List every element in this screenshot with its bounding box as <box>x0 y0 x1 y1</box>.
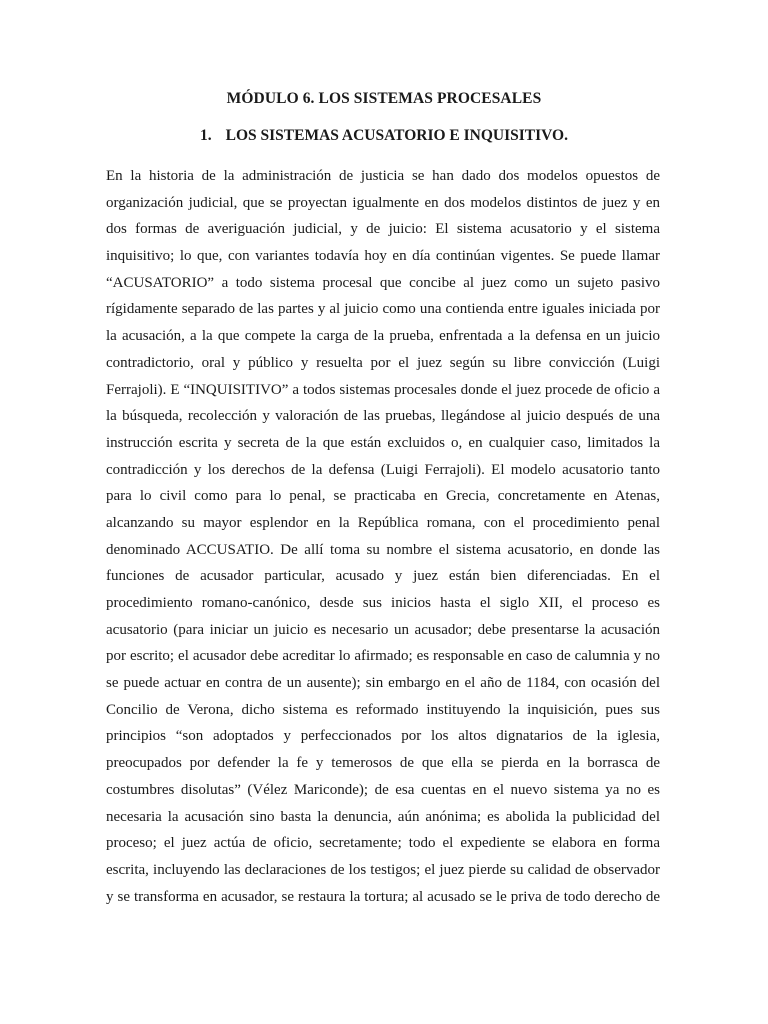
paragraph-line: preocupados por defender la fe y temerosos de que ella se pierda en la borrasca de <box>106 755 660 772</box>
paragraph-line: principios “son adoptados y perfeccionados por los altos dignatarios de la iglesia, <box>106 728 660 745</box>
paragraph-line: costumbres disolutas” (Vélez Mariconde); de esa cuentas en el nuevo sistema ya no es <box>106 781 660 798</box>
paragraph-line: rígidamente separado de las partes y al juicio como una contienda entre iguales iniciada por <box>106 301 660 318</box>
paragraph-line: procedimiento romano-canónico, desde sus inicios hasta el siglo XII, el proceso es <box>106 595 660 611</box>
paragraph-line: escrita, incluyendo las declaraciones de los testigos; el juez pierde su calidad de observador <box>106 861 660 878</box>
paragraph-line: organización judicial, que se proyectan igualmente en dos modelos distintos de juez y en <box>106 194 660 211</box>
section-heading <box>0 127 768 145</box>
paragraph-line: alcanzando su mayor esplendor en la República romana, con el procedimiento penal <box>106 514 660 531</box>
paragraph-line: se puede actuar en contra de un ausente); sin embargo en el año de 1184, con ocasión del <box>106 675 660 692</box>
paragraph-line: necesaria la acusación sino basta la denuncia, aún anónima; es abolida la publicidad del <box>106 808 660 825</box>
paragraph-line: instrucción escrita y secreta de la que están excluidos o, en cualquier caso, limitados la <box>106 434 660 451</box>
paragraph-line: Concilio de Verona, dicho sistema es reformado instituyendo la inquisición, pues sus <box>106 701 660 718</box>
paragraph-line: proceso; el juez actúa de oficio, secretamente; todo el expediente se elabora en forma <box>106 835 660 852</box>
section-heading-text: LOS SISTEMAS ACUSATORIO E INQUISITIVO. <box>225 127 568 144</box>
paragraph-line: contradicción y los derechos de la defensa (Luigi Ferrajoli). El modelo acusatorio tanto <box>106 461 660 478</box>
paragraph-line: inquisitivo; lo que, con variantes todavía hoy en día continúan vigentes. Se puede llamar <box>106 248 660 265</box>
paragraph-line: contradictorio, oral y público y resuelta por el juez según su libre convicción (Luigi <box>106 354 660 371</box>
paragraph-line: acusatorio (para iniciar un juicio es necesario un acusador; debe presentarse la acusación <box>106 621 660 638</box>
paragraph-line: En la historia de la administración de justicia se han dado dos modelos opuestos de <box>106 168 660 184</box>
document-title: MÓDULO 6. LOS SISTEMAS PROCESALES <box>226 90 542 107</box>
paragraph-line: la acusación, a la que compete la carga de la prueba, enfrentada a la defensa en un juicio <box>106 328 660 345</box>
paragraph-line: denominado ACCUSATIO. De allí toma su nombre el sistema acusatorio, en donde las <box>106 541 660 558</box>
paragraph-line: por escrito; el acusador debe acreditar lo afirmado; es responsable en caso de calumnia y no <box>106 648 660 665</box>
body-paragraph <box>106 163 660 910</box>
paragraph-line: la búsqueda, recolección y valoración de las pruebas, llegándose al juicio después de una <box>106 408 660 425</box>
section-number: 1. <box>199 127 212 144</box>
paragraph-line: Ferrajoli). E “INQUISITIVO” a todos sistemas procesales donde el juez procede de oficio a <box>106 381 660 398</box>
paragraph-line: “ACUSATORIO” a todo sistema procesal que concibe al juez como un sujeto pasivo <box>106 274 660 291</box>
paragraph-line: funciones de acusador particular, acusado y juez están bien diferenciadas. En el <box>106 568 660 585</box>
paragraph-line: para lo civil como para lo penal, se practicaba en Grecia, concretamente en Atenas, <box>106 488 660 505</box>
paragraph-line: dos formas de averiguación judicial, y de juicio: El sistema acusatorio y el sistema <box>106 221 660 238</box>
paragraph-line: y se transforma en acusador, se restaura la tortura; al acusado se le priva de todo derecho de <box>106 888 660 905</box>
